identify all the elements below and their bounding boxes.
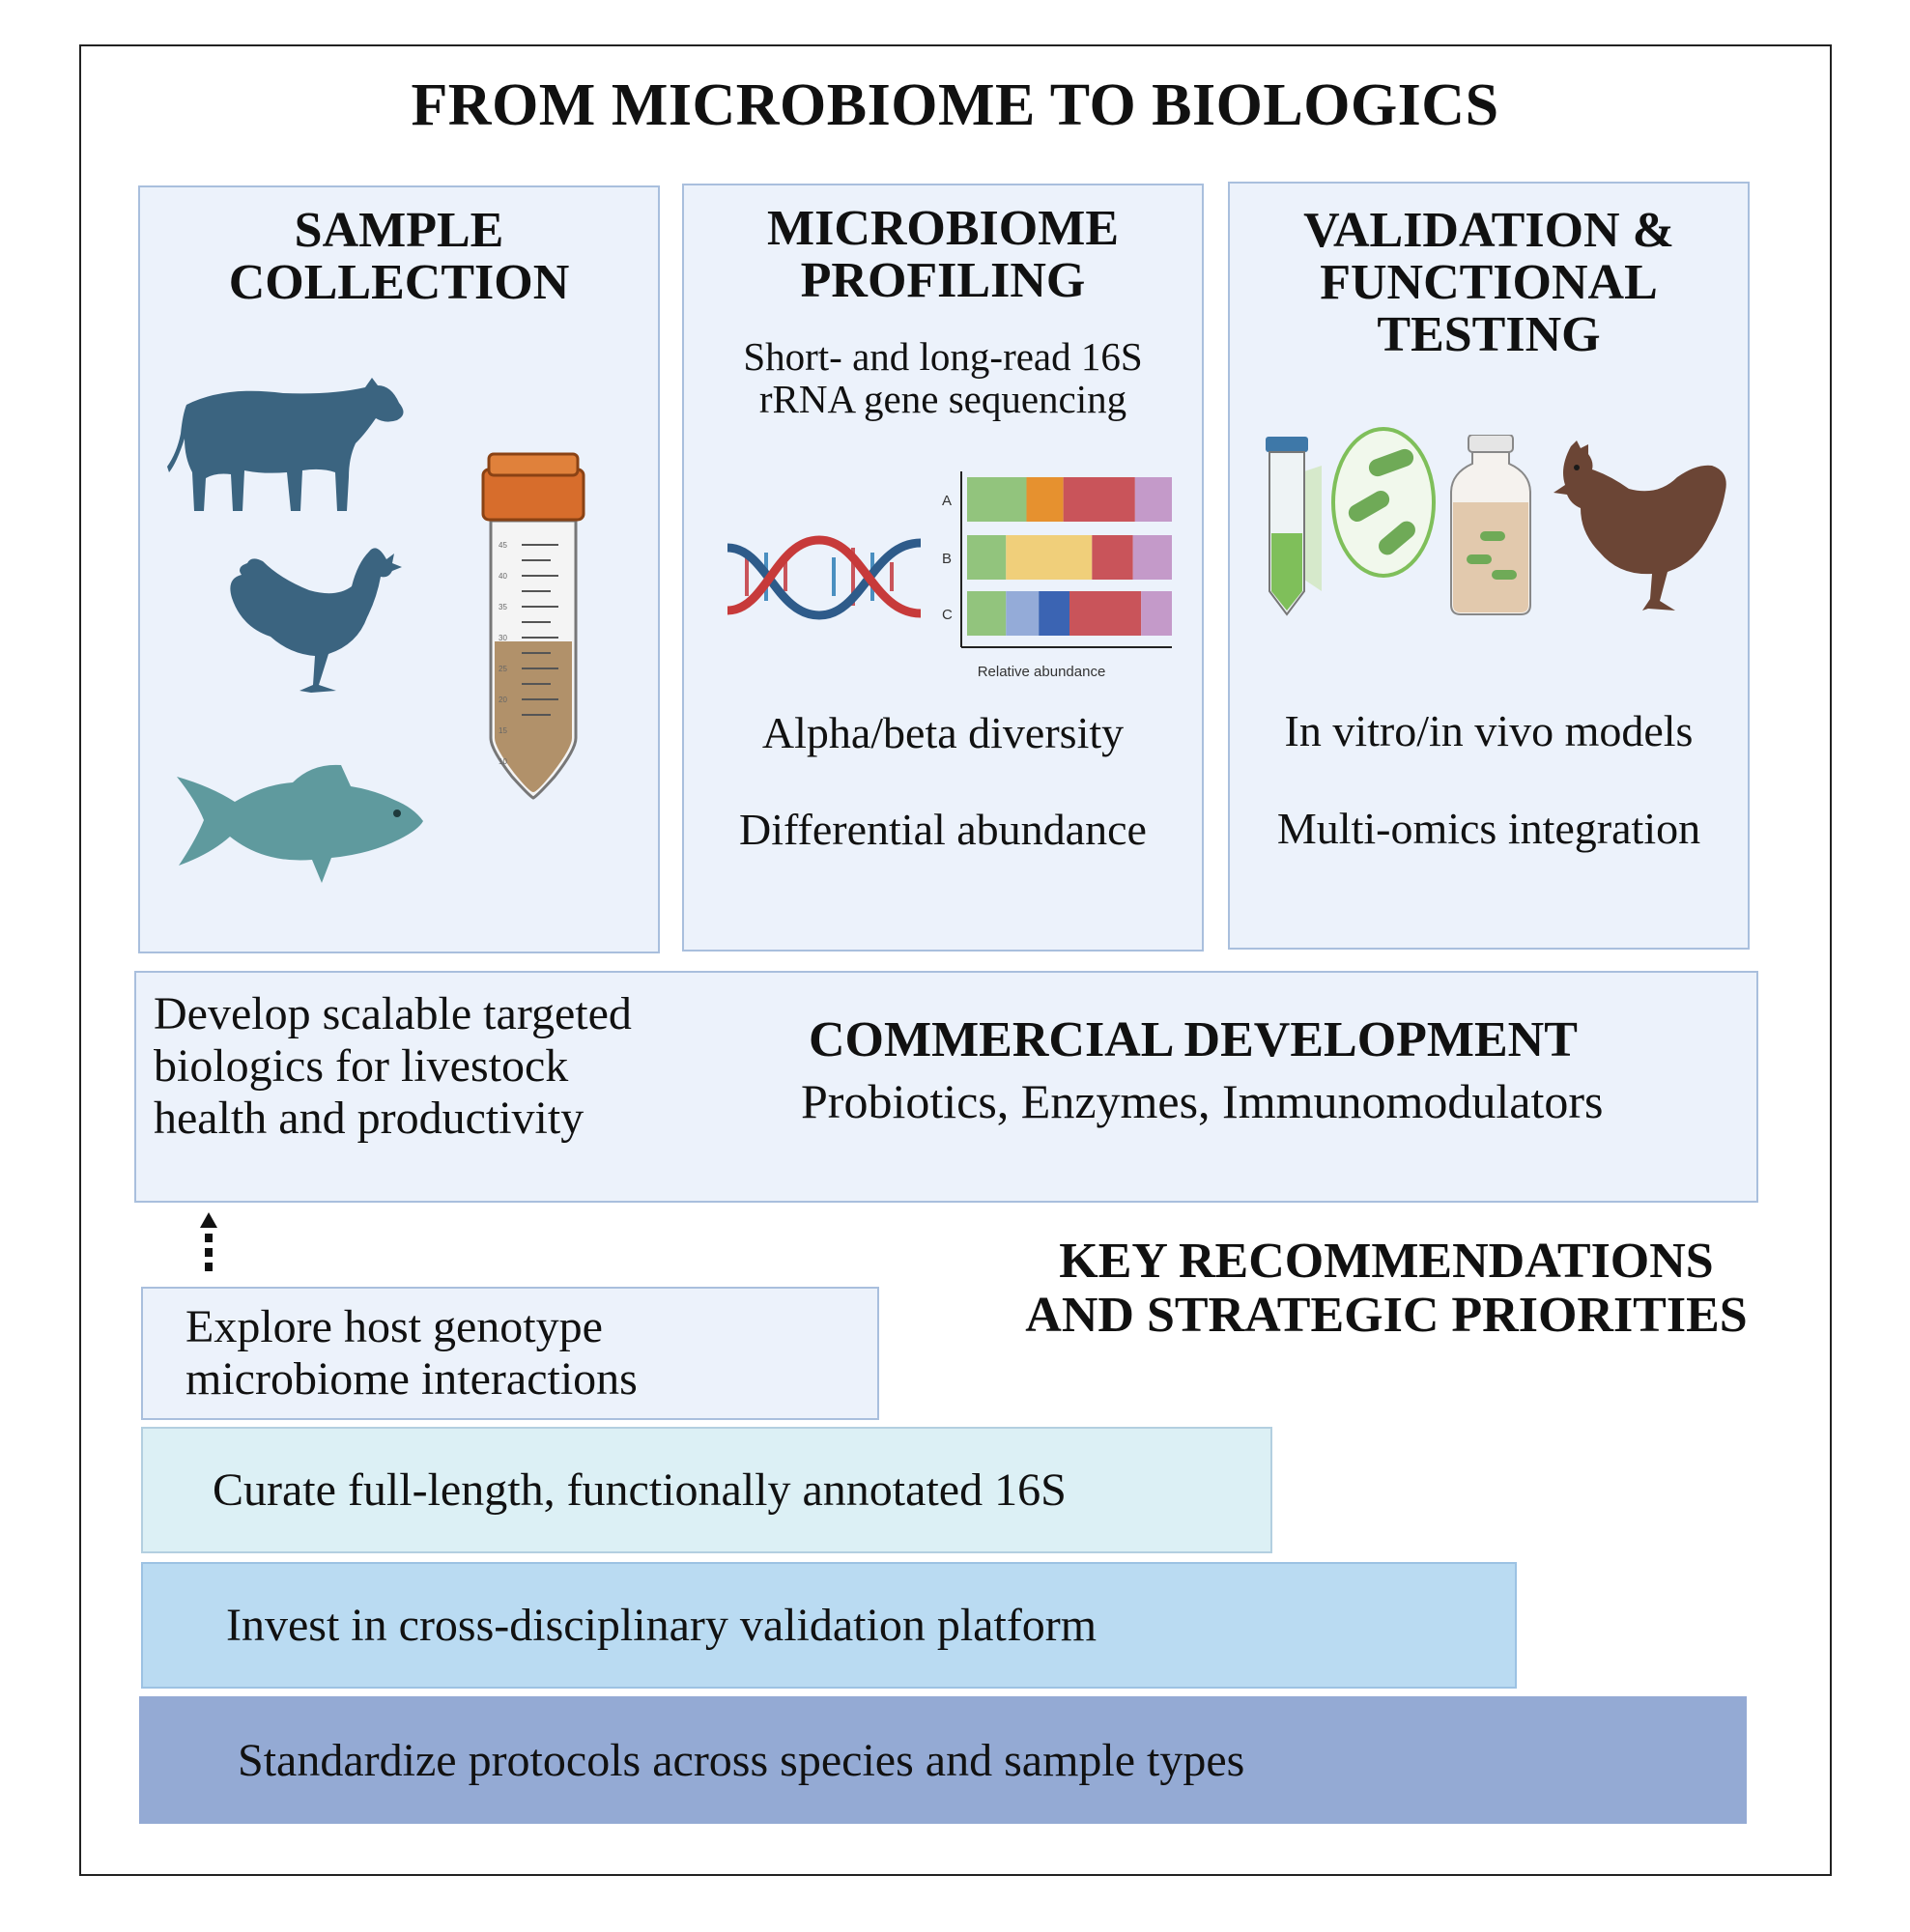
chart-bar-segment bbox=[1141, 591, 1172, 636]
recommendation-step-standardize bbox=[139, 1696, 1747, 1824]
tube-tick-label: 10 bbox=[499, 757, 507, 766]
sample-title-line2: COLLECTION bbox=[228, 255, 570, 310]
validation-title-line3: TESTING bbox=[1377, 307, 1601, 362]
alpha-beta-diversity-text: Alpha/beta diversity bbox=[761, 708, 1125, 757]
tube-tick-label: 30 bbox=[499, 634, 507, 642]
bacteria-magnifier-icon bbox=[1329, 425, 1438, 580]
tube-tick-label: 35 bbox=[499, 603, 507, 611]
up-arrow-icon bbox=[197, 1210, 220, 1278]
recommendations-title-line2: AND STRATEGIC PRIORITIES bbox=[1025, 1288, 1748, 1343]
recommendations-title-line1: KEY RECOMMENDATIONS bbox=[1059, 1234, 1714, 1289]
step-4-text: Standardize protocols across species and sample types bbox=[238, 1734, 1245, 1786]
profiling-title-line2: PROFILING bbox=[800, 253, 1086, 308]
relative-abundance-chart bbox=[940, 464, 1182, 686]
sample-tube-icon bbox=[473, 448, 594, 806]
chart-bar-segment bbox=[1039, 591, 1069, 636]
validation-title-line2: FUNCTIONAL bbox=[1320, 255, 1658, 310]
commercial-goal-text bbox=[154, 988, 632, 1145]
commercial-title: COMMERCIAL DEVELOPMENT bbox=[809, 1012, 1578, 1067]
chart-category-label: C bbox=[942, 607, 953, 623]
chart-bar-segment bbox=[1006, 535, 1092, 580]
commercial-goal-line1: Develop scalable targeted bbox=[154, 988, 632, 1039]
chart-bar-segment bbox=[1006, 591, 1039, 636]
step-3-text: Invest in cross-disciplinary validation platform bbox=[226, 1600, 1098, 1651]
chart-bar-segment bbox=[1069, 591, 1141, 636]
commercial-goal-line2: biologics for livestock bbox=[154, 1040, 569, 1092]
chart-bar-segment bbox=[1135, 477, 1172, 522]
chart-bar-segment bbox=[1064, 477, 1135, 522]
hen-icon bbox=[1542, 437, 1730, 620]
multi-omics-text: Multi-omics integration bbox=[1276, 804, 1701, 853]
profiling-title-line1: MICROBIOME bbox=[767, 201, 1119, 256]
chart-bar-segment bbox=[1026, 477, 1063, 522]
page-title: FROM MICROBIOME TO BIOLOGICS bbox=[411, 72, 1499, 138]
chicken-icon bbox=[222, 540, 406, 704]
recommendations-title bbox=[976, 1235, 1797, 1343]
step-1-text: Explore host genotype microbiome interactions bbox=[185, 1301, 638, 1405]
chart-bar-segment bbox=[1092, 535, 1132, 580]
chart-bar-segment bbox=[967, 535, 1006, 580]
in-vitro-in-vivo-text: In vitro/in vivo models bbox=[1284, 706, 1694, 755]
recommendation-step-host-genotype bbox=[141, 1287, 879, 1420]
validation-panel bbox=[1228, 182, 1750, 950]
tube-tick-label: 25 bbox=[499, 665, 507, 673]
recommendation-step-validation-platform bbox=[141, 1562, 1517, 1689]
tube-tick-label: 45 bbox=[499, 541, 507, 550]
chart-x-label: Relative abundance bbox=[977, 664, 1106, 680]
tube-tick-label: 20 bbox=[499, 696, 507, 704]
fish-icon bbox=[177, 757, 428, 888]
cow-icon bbox=[167, 366, 409, 530]
sample-title-line1: SAMPLE bbox=[294, 203, 504, 258]
recommendation-step-curate-16s bbox=[141, 1427, 1272, 1553]
step-2-text: Curate full-length, functionally annotated 16S bbox=[213, 1464, 1067, 1516]
commercial-goal-line3: health and productivity bbox=[154, 1093, 584, 1144]
profiling-subtitle bbox=[684, 335, 1202, 420]
sample-collection-panel bbox=[138, 185, 660, 953]
dna-helix-icon bbox=[727, 528, 921, 625]
profiling-subtitle-line1: Short- and long-read 16S bbox=[743, 334, 1143, 379]
microbiome-profiling-panel bbox=[682, 184, 1204, 952]
differential-abundance-text: Differential abundance bbox=[739, 805, 1147, 854]
chart-category-label: B bbox=[942, 551, 953, 567]
profiling-title bbox=[684, 203, 1202, 307]
tube-tick-label: 40 bbox=[499, 572, 507, 581]
validation-title bbox=[1230, 205, 1748, 361]
commercial-development-panel bbox=[134, 971, 1758, 1203]
chart-bar-segment bbox=[967, 477, 1026, 522]
chart-category-label: A bbox=[942, 493, 953, 509]
chart-bar-segment bbox=[967, 591, 1006, 636]
validation-title-line1: VALIDATION & bbox=[1303, 203, 1674, 258]
commercial-products: Probiotics, Enzymes, Immunomodulators bbox=[801, 1074, 1604, 1128]
chart-bar-segment bbox=[1133, 535, 1172, 580]
profiling-subtitle-line2: rRNA gene sequencing bbox=[758, 377, 1127, 421]
tube-tick-label: 15 bbox=[499, 726, 507, 735]
vial-icon bbox=[1447, 435, 1534, 618]
sample-collection-title bbox=[140, 205, 658, 309]
